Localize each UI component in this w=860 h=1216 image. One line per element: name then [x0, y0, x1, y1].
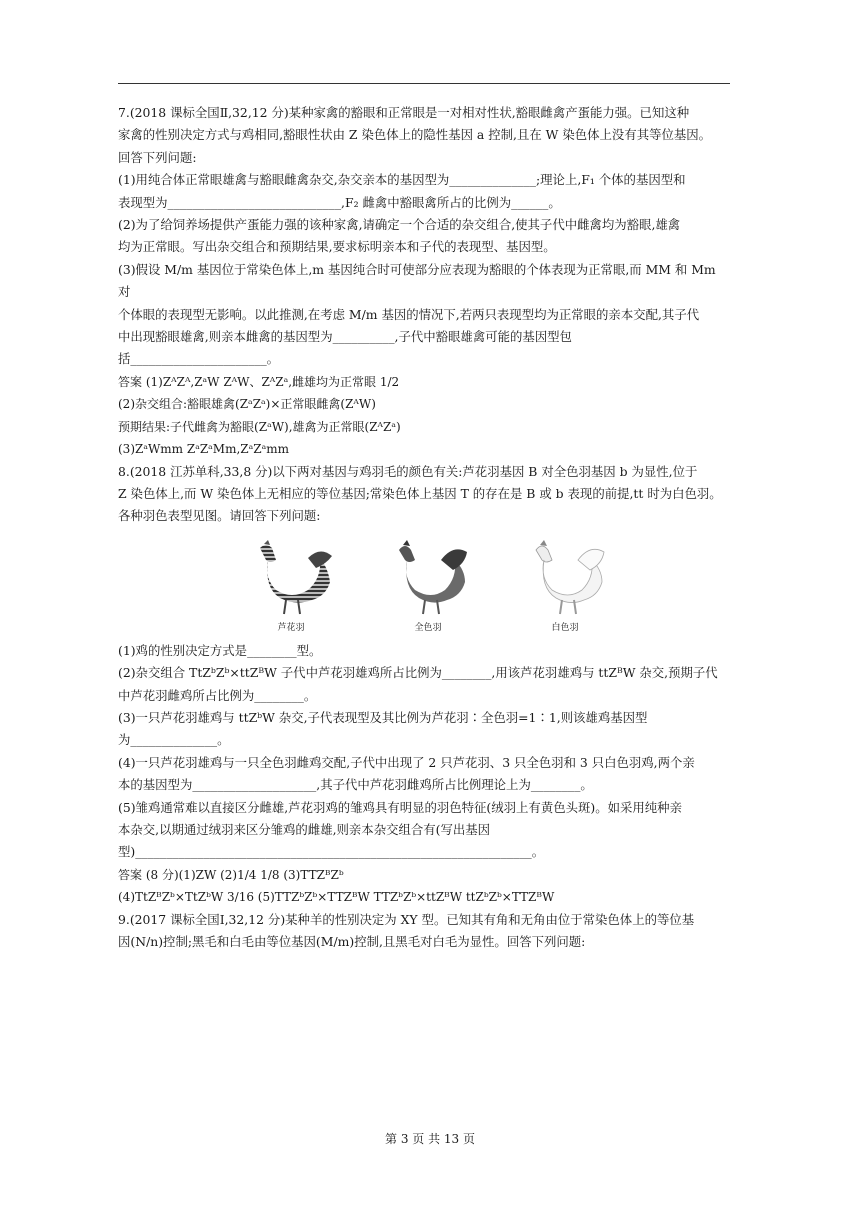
- q8-line: (2)杂交组合 TtZᵇZᵇ×ttZᴮW 子代中芦花羽雄鸡所占比例为________,用该芦花羽雄鸡与 ttZᴮW 杂交,预期子代: [118, 665, 718, 681]
- q7-line: (3)假设 M/m 基因位于常染色体上,m 基因纯合时可使部分应表现为豁眼的个体表现为正常眼,而 MM 和 Mm 对: [118, 261, 716, 300]
- q7-line: 表现型为____________________________,F₂ 雌禽中豁眼禽所占的比例为______。: [118, 194, 561, 210]
- solid-rooster-image: [383, 538, 473, 618]
- q8-line: (5)雏鸡通常难以直接区分雌雄,芦花羽鸡的雏鸡具有明显的羽色特征(绒羽上有黄色头斑)。如采用纯种亲: [118, 799, 682, 815]
- page-footer: 第 3 页 共 13 页: [385, 1132, 475, 1146]
- q7-line: 个体眼的表现型无影响。以此推测,在考虑 M/m 基因的情况下,若两只表现型均为正常眼的亲本交配,其子代: [118, 306, 700, 322]
- figure-label: 芦花羽: [277, 622, 305, 633]
- q7-answer: (3)ZᵃWmm ZᵃZᵃMm,ZᵃZᵃmm: [118, 442, 289, 457]
- white-rooster-image: [520, 538, 610, 618]
- q9-line: 因(N/n)控制;黑毛和白毛由等位基因(M/m)控制,且黑毛对白毛为显性。回答下列问题:: [118, 934, 586, 949]
- figure-barred-rooster: [243, 538, 339, 634]
- q7-line: 中出现豁眼雄禽,则亲本雌禽的基因型为__________,子代中豁眼雄禽可能的基因型包: [118, 329, 572, 345]
- document-body: [118, 102, 730, 953]
- q8-line: (3)一只芦花羽雄鸡与 ttZᵇW 杂交,子代表现型及其比例为芦花羽∶全色羽=1∶1,则该雄鸡基因型: [118, 709, 648, 725]
- q8-answer: (4)TtZᴮZᵇ×TtZᵇW 3/16 (5)TTZᵇZᵇ×TTZᴮW TTZᵇZᵇ×ttZᴮW ttZᵇZᵇ×TTZᴮW: [118, 890, 555, 905]
- question-8: [118, 461, 730, 909]
- q7-line: 括______________________。: [118, 351, 280, 367]
- q7-line: 家禽的性别决定方式与鸡相同,豁眼性状由 Z 染色体上的隐性基因 a 控制,且在 W 染色体上没有其等位基因。: [118, 127, 712, 143]
- q8-line: 中芦花羽雌鸡所占比例为________。: [118, 687, 317, 703]
- q7-line: 回答下列问题:: [118, 149, 197, 165]
- q8-line: Z 染色体上,而 W 染色体上无相应的等位基因;常染色体上基因 T 的存在是 B 或 b 表现的前提,tt 时为白色羽。: [118, 485, 722, 501]
- rooster-figures: [235, 538, 613, 634]
- q7-answer: 预期结果:子代雌禽为豁眼(ZᵃW),雄禽为正常眼(ZᴬZᵃ): [118, 419, 401, 434]
- q8-answer: 答案 (8 分)(1)ZW (2)1/4 1/8 (3)TTZᴮZᵇ: [118, 867, 344, 882]
- question-7: [118, 102, 730, 461]
- q7-line: 均为正常眼。写出杂交组合和预期结果,要求标明亲本和子代的表现型、基因型。: [118, 239, 556, 255]
- q9-line: 9.(2017 课标全国Ⅰ,32,12 分)某种羊的性别决定为 XY 型。已知其有角和无角由位于常染色体上的等位基: [118, 911, 695, 927]
- q8-line: 型)________________________________________________________________。: [118, 844, 545, 860]
- figure-label: 白色羽: [551, 622, 579, 633]
- figure-solid-rooster: [380, 538, 476, 634]
- q7-answer: (2)杂交组合:豁眼雄禽(ZᵃZᵃ)×正常眼雌禽(ZᴬW): [118, 397, 376, 412]
- top-rule: [118, 83, 730, 84]
- figure-label: 全色羽: [414, 622, 442, 633]
- figure-white-rooster: [517, 538, 613, 634]
- q7-line: (2)为了给饲养场提供产蛋能力强的该种家禽,请确定一个合适的杂交组合,使其子代中雌禽均为豁眼,雄禽: [118, 217, 681, 233]
- q8-line: 本杂交,以期通过绒羽来区分雏鸡的雌雄,则亲本杂交组合有(写出基因: [118, 821, 491, 837]
- q8-line: 各种羽色表型见图。请回答下列问题:: [118, 508, 321, 524]
- q7-line: 7.(2018 课标全国Ⅱ,32,12 分)某种家禽的豁眼和正常眼是一对相对性状,豁眼雌禽产蛋能力强。已知这种: [118, 105, 690, 120]
- q8-line: (1)鸡的性别决定方式是________型。: [118, 642, 322, 658]
- barred-rooster-image: [246, 538, 336, 618]
- q8-line: 8.(2018 江苏单科,33,8 分)以下两对基因与鸡羽毛的颜色有关:芦花羽基因 B 对全色羽基因 b 为显性,位于: [118, 463, 698, 479]
- q7-line: (1)用纯合体正常眼雄禽与豁眼雌禽杂交,杂交亲本的基因型为______________;理论上,F₁ 个体的基因型和: [118, 172, 686, 188]
- q8-line: 为______________。: [118, 732, 230, 748]
- question-9: [118, 909, 730, 954]
- q8-line: 本的基因型为____________________,其子代中芦花羽雌鸡所占比例理论上为________。: [118, 777, 593, 793]
- q8-line: (4)一只芦花羽雄鸡与一只全色羽雌鸡交配,子代中出现了 2 只芦花羽、3 只全色羽和 3 只白色羽鸡,两个亲: [118, 754, 695, 770]
- q7-answer: 答案 (1)ZᴬZᴬ,ZᵃW ZᴬW、ZᴬZᵃ,雌雄均为正常眼 1/2: [118, 374, 400, 389]
